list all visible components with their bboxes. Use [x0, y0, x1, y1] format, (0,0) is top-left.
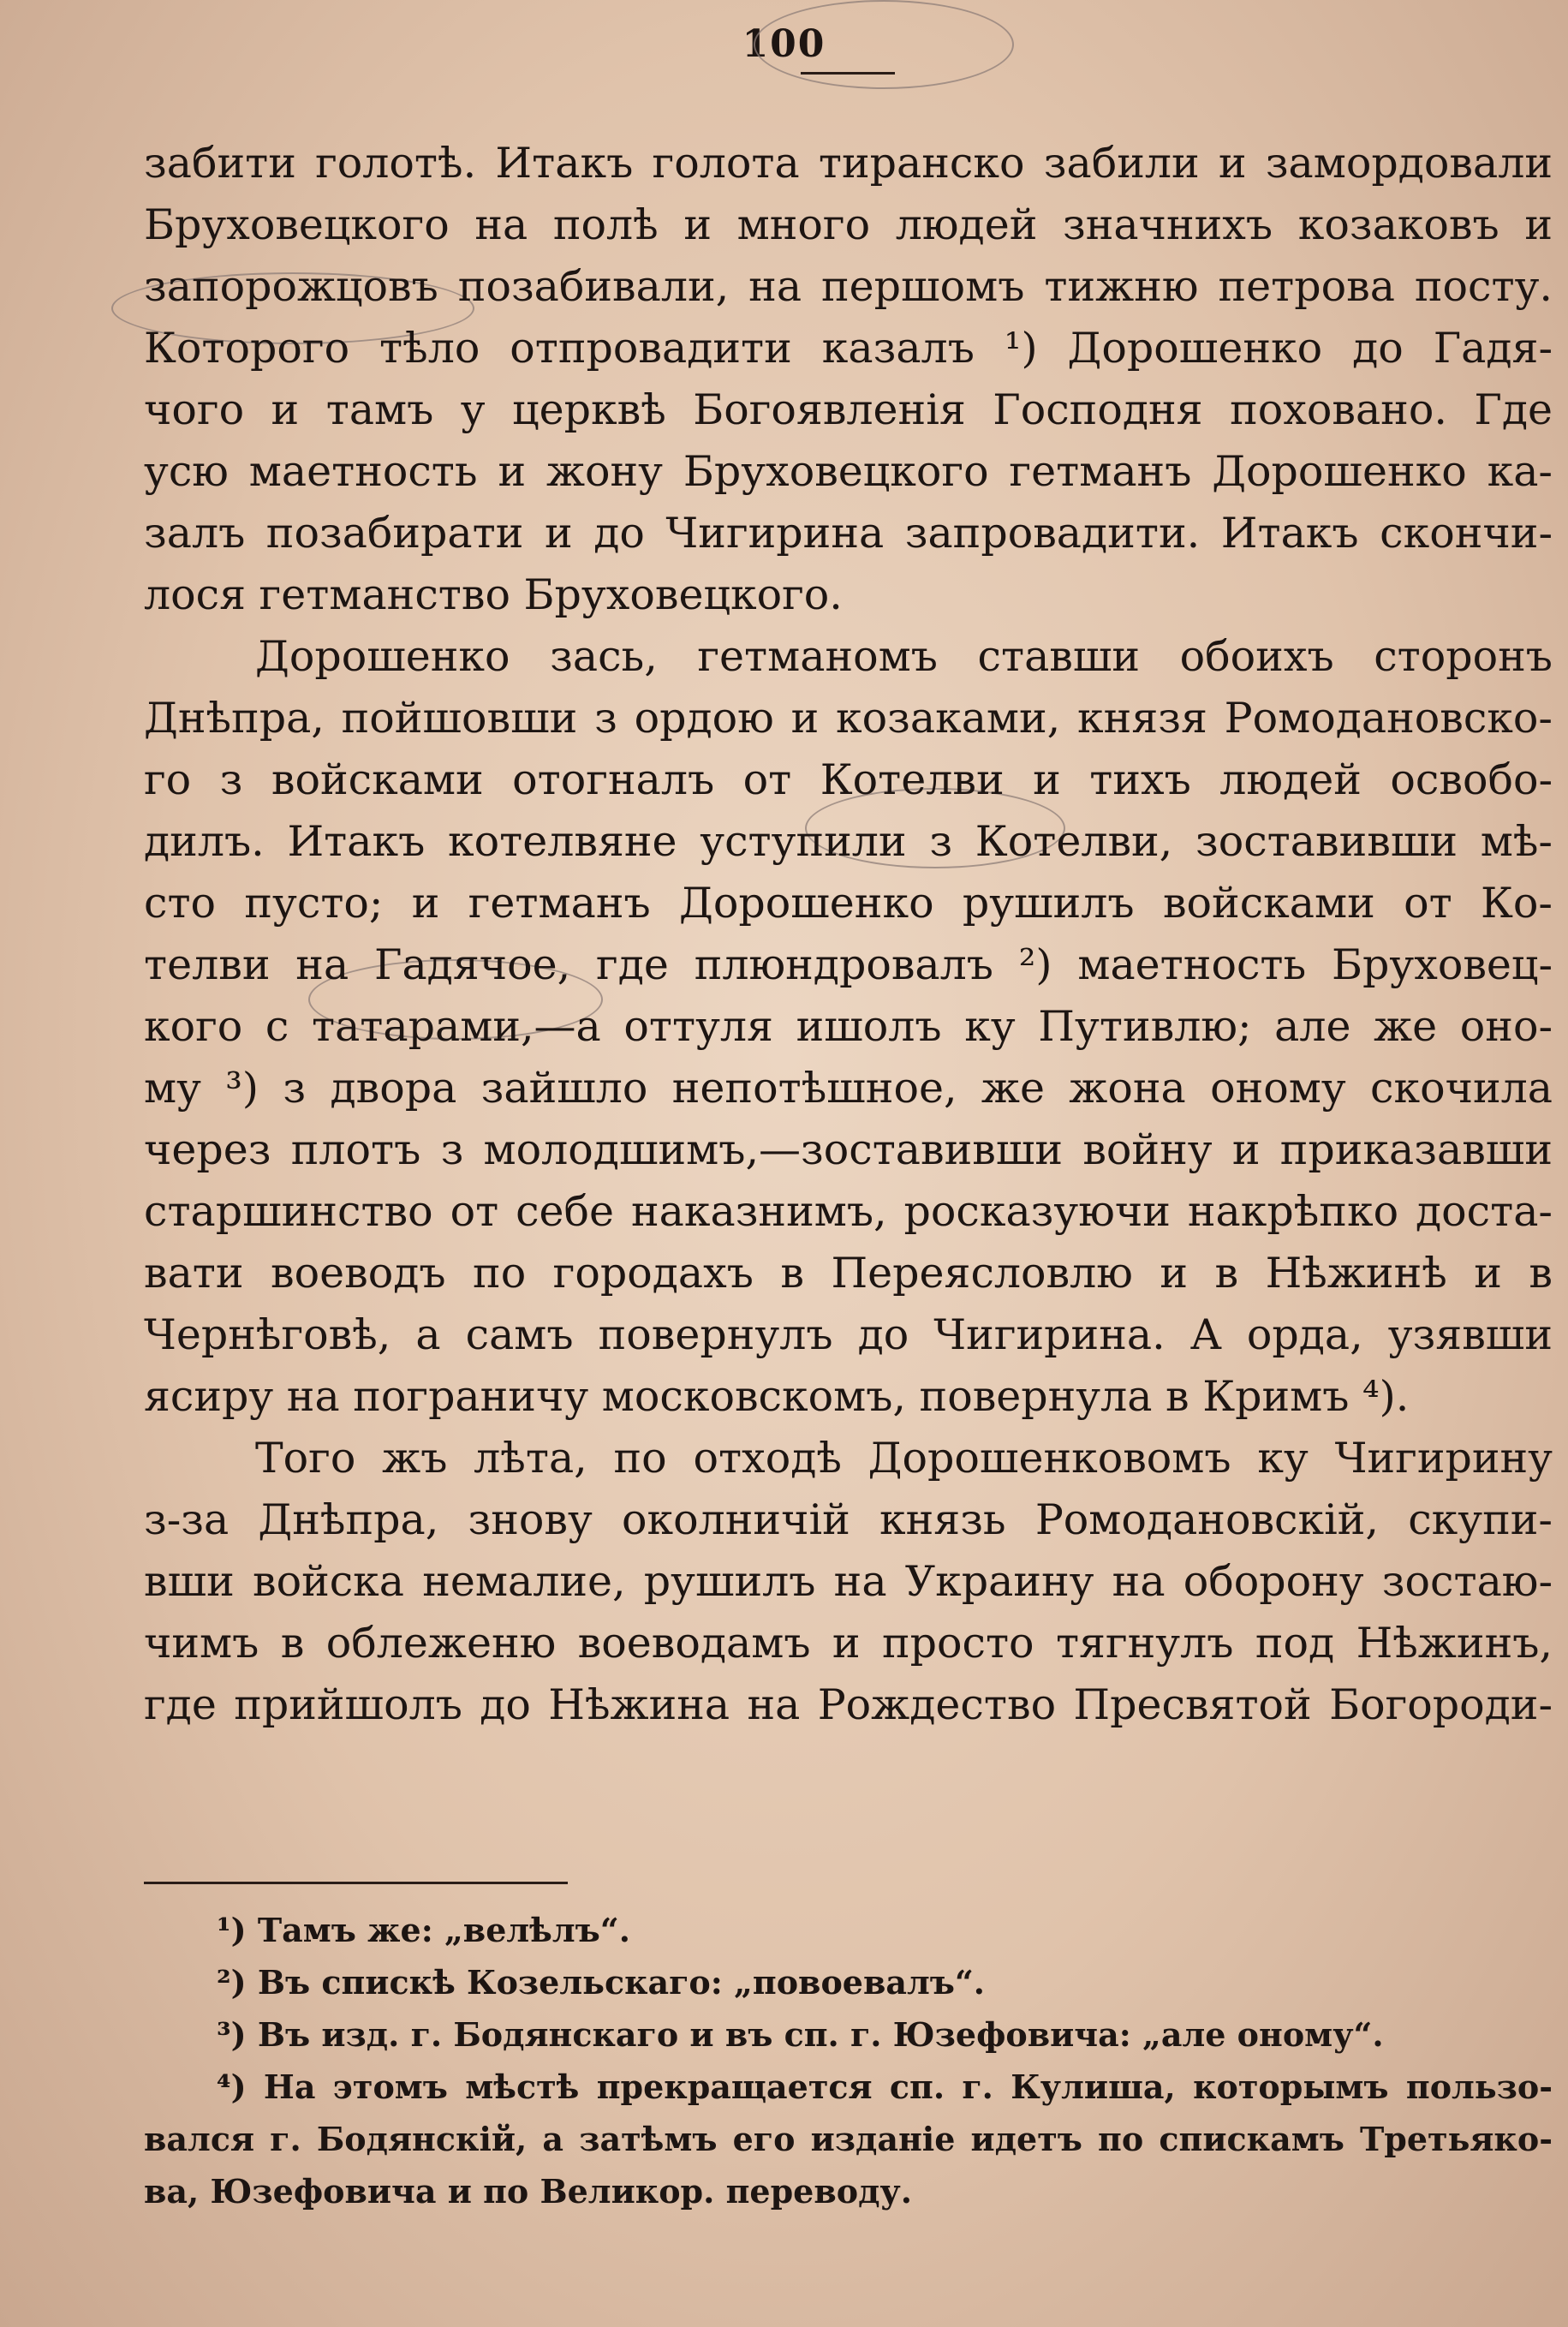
- page-number: 100: [742, 22, 826, 66]
- text-line: где прийшолъ до Нѣжина на Рождество Пресвятой Богороди-: [144, 1680, 1553, 1729]
- footnote: ³) Въ изд. г. Бодянскаго и въ сп. г. Юзефовича: „але оному“.: [217, 2015, 1384, 2054]
- footnote-continuation: вался г. Бодянскій, а затѣмъ его изданіе идетъ по спискамъ Третьяко-: [144, 2120, 1553, 2158]
- text-line: Бруховецкого на полѣ и много людей значнихъ козаковъ и: [144, 200, 1553, 249]
- text-line: сто пусто; и гетманъ Дорошенко рушилъ войсками от Ко-: [144, 879, 1553, 928]
- text-line: усю маетность и жону Бруховецкого гетманъ Дорошенко ка-: [144, 447, 1553, 496]
- text-line: запорожцовъ позабивали, на першомъ тижню петрова посту.: [144, 262, 1553, 311]
- footnote-separator: [144, 1882, 568, 1884]
- text-line: му ³) з двора зайшло непотѣшное, же жона оному скочила: [144, 1064, 1553, 1113]
- text-line: ясиру на пограничу московскомъ, повернула в Кримъ ⁴).: [144, 1372, 1410, 1421]
- footnote: ⁴) На этомъ мѣстѣ прекращается сп. г. Кулиша, которымъ пользо-: [217, 2067, 1553, 2106]
- text-line: кого с татарами,—а оттуля ишолъ ку Путивлю; але же оно-: [144, 1002, 1553, 1051]
- text-line: з-за Днѣпра, знову околничій князь Ромодановскій, скупи-: [144, 1495, 1553, 1544]
- text-line: залъ позабирати и до Чигирина запровадити. Итакъ скончи-: [144, 509, 1553, 558]
- pencil-circle-mark: [754, 0, 1014, 89]
- text-line: забити голотѣ. Итакъ голота тиранско забили и замордовали: [144, 139, 1553, 188]
- text-line: Которого тѣло отпровадити казалъ ¹) Дорошенко до Гадя-: [144, 324, 1553, 373]
- text-line: Того жъ лѣта, по отходѣ Дорошенковомъ ку Чигирину: [255, 1434, 1553, 1483]
- text-line: Днѣпра, пойшовши з ордою и козаками, князя Ромодановско-: [144, 694, 1553, 743]
- text-line: чого и тамъ у церквѣ Богоявленія Господня поховано. Где: [144, 385, 1553, 434]
- main-text: [144, 133, 1553, 1736]
- text-line: вши войска немалие, рушилъ на Украину на оборону зостаю-: [144, 1557, 1553, 1606]
- text-line: через плотъ з молодшимъ,—зоставивши войну и приказавши: [144, 1125, 1553, 1174]
- text-line: телви на Гадячое, где плюндровалъ ²) маетность Бруховец-: [144, 940, 1553, 989]
- text-line: го з войсками отогналъ от Котелви и тихъ людей освобо-: [144, 755, 1553, 804]
- footnote: ¹) Тамъ же: „велѣлъ“.: [217, 1911, 630, 1949]
- text-line: чимъ в облеженю воеводамъ и просто тягнулъ под Нѣжинъ,: [144, 1619, 1553, 1668]
- text-line: дилъ. Итакъ котелвяне уступили з Котелви, зоставивши мѣ-: [144, 817, 1553, 866]
- text-line: Чернѣговѣ, а самъ повернулъ до Чигирина. А орда, узявши: [144, 1310, 1553, 1359]
- footnote-continuation: ва, Юзефовича и по Великор. переводу.: [144, 2172, 912, 2211]
- text-line: вати воеводъ по городахъ в Переясловлю и в Нѣжинѣ и в: [144, 1249, 1553, 1298]
- text-line: старшинство от себе наказнимъ, росказуючи накрѣпко доста-: [144, 1187, 1553, 1236]
- text-line: Дорошенко зась, гетманомъ ставши обоихъ сторонъ: [255, 632, 1553, 681]
- text-line: лося гетманство Бруховецкого.: [144, 570, 843, 619]
- footnote: ²) Въ спискѣ Козельскаго: „повоевалъ“.: [217, 1963, 986, 2002]
- footnotes: [144, 1904, 1553, 2217]
